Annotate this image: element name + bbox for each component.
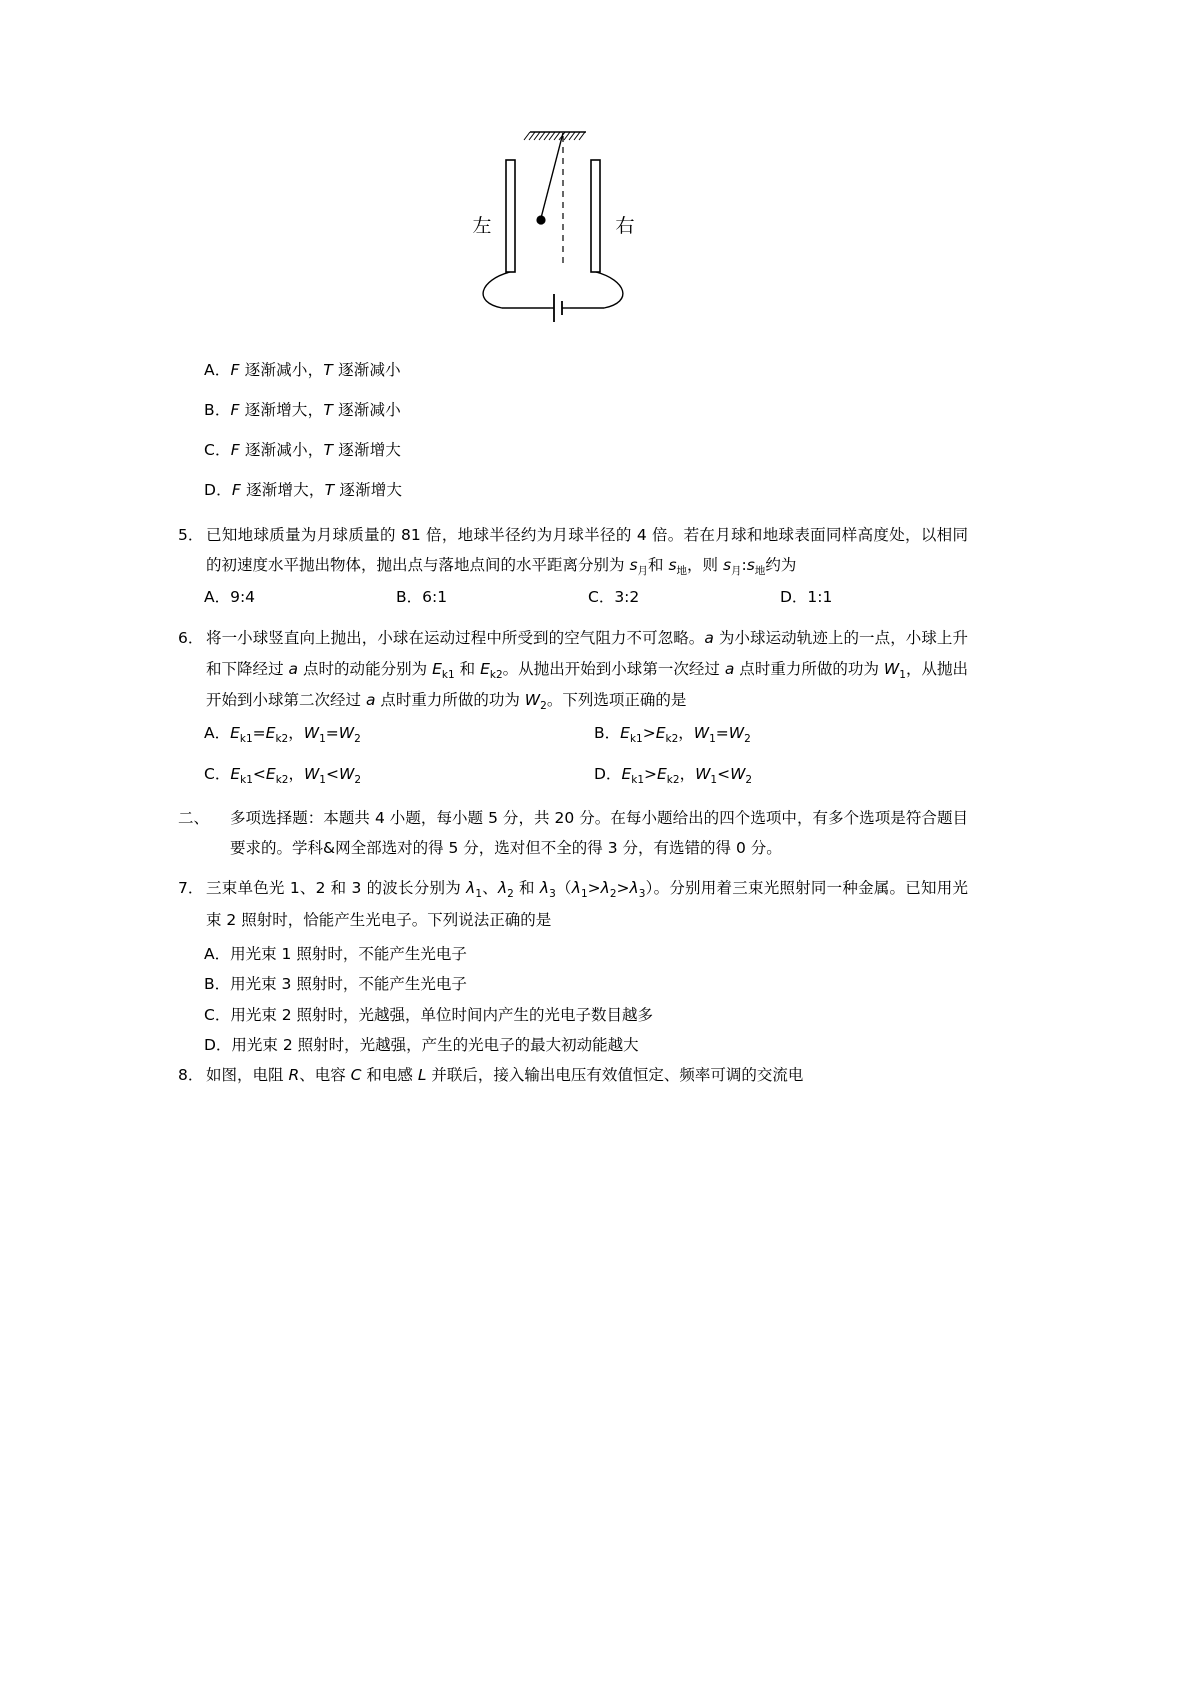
q4-option-b-t2: 逐渐减小 (332, 400, 401, 419)
q4-option-b[interactable] (204, 400, 968, 421)
right-plate (591, 160, 600, 272)
question-5 (178, 520, 968, 582)
q4-option-d-sym1: F (231, 480, 241, 499)
question-8-number: 8． (178, 1066, 204, 1085)
question-5-number: 5． (178, 525, 204, 544)
q5-sub-1: 月 (637, 565, 649, 577)
q4-option-a-tag: A． (204, 361, 231, 379)
q5-sym-s3: s (722, 555, 732, 574)
question-8-text: 如图，电阻 R、电容 C 和电感 L 并联后，接入输出电压有效值恒定、频率可调的交流电 (206, 1066, 804, 1085)
q4-option-d-sym2: T (324, 480, 335, 499)
label-right: 右 (615, 215, 635, 237)
q4-option-c-t2: 逐渐增大 (333, 440, 402, 459)
q5-sub-4: 地 (754, 565, 766, 577)
q5-sym-s1: s (629, 555, 638, 574)
q4-options (178, 360, 968, 501)
q5-choice-c[interactable]: C．3:2 (588, 588, 640, 607)
pendulum-string (541, 133, 563, 218)
q5-text-2: 和 (648, 555, 669, 574)
q5-choice-b[interactable]: B．6:1 (396, 588, 448, 607)
q5-text-3: ，则 (687, 555, 723, 574)
q4-option-c-tag: C． (204, 440, 231, 459)
q4-option-d-tag: D． (204, 480, 232, 499)
q5-choice-a[interactable]: A．9:4 (204, 588, 256, 607)
ceiling-support-icon (524, 132, 586, 140)
q5-text-1: 已知地球质量为月球质量的 81 倍，地球半径约为月球半径的 4 倍。若在月球和地球表面同样高度处，以相同的初速度水平抛出物体，抛出点与落地点间的水平距离分别为 (206, 525, 968, 574)
q4-option-c-sym1: F (230, 440, 240, 459)
question-7-number: 7． (178, 879, 204, 898)
question-6-number: 6． (178, 629, 204, 648)
question-5-text (206, 520, 968, 582)
q4-option-c[interactable] (204, 440, 968, 461)
q4-option-b-sym2: T (323, 400, 333, 419)
question-7-text: 三束单色光 1、2 和 3 的波长分别为 $\lambda_1$、$\lambda_2$ 和 $\lambda_3(\lambda_1>\lambda_2>\lambda_3)$。分别用着三束光照射同一种金属。已知用光束 2 照射时，恰能产生光电子。下列说法正确的是 (206, 879, 968, 929)
q4-option-b-t1: 逐渐增大， (239, 400, 324, 419)
left-wire (483, 272, 550, 308)
pendulum-ball (536, 215, 545, 224)
q6-choice-d[interactable]: D．$E_{k1}>E_{k2}$，$W_1<W_2$ (594, 764, 753, 786)
q7-choice-d[interactable]: D．用光束 2 照射时，光越强，产生的光电子的最大初动能越大 (204, 1035, 639, 1054)
q6-choice-b[interactable]: B．$E_{k1}>E_{k2}$，$W_1=W_2$ (594, 723, 751, 745)
battery-icon (550, 294, 570, 322)
figure-area (178, 120, 968, 360)
right-wire (570, 272, 623, 308)
q5-sub-2: 地 (676, 565, 688, 577)
question-6-text: 将一小球竖直向上抛出，小球在运动过程中所受到的空气阻力不可忽略。a 为小球运动轨迹上的一点，小球上升和下降经过 a 点时的动能分别为 $E_{k1}$ 和 $E_{k2}$。从抛出开始到小球第一次经过 a 点时重力所做的功为 $W_1$，从抛出开始到小球第二次经过 a 点时重力所做的功为 $W_2$。下列选项正确的是 (206, 629, 969, 713)
q5-text-5: 约为 (765, 555, 797, 574)
q4-option-b-tag: B． (204, 400, 231, 419)
q4-option-d-t1: 逐渐增大， (240, 480, 325, 499)
q4-option-d[interactable] (204, 480, 968, 501)
q5-sym-s4: s (746, 555, 755, 574)
section-2-number: 二、 (178, 809, 210, 827)
page-content (178, 0, 968, 1094)
q4-option-a-sym1: F (230, 361, 240, 379)
q4-option-a-sym2: T (323, 361, 333, 379)
q6-choice-c[interactable]: C．$E_{k1}<E_{k2}$，$W_1<W_2$ (204, 764, 361, 786)
q4-option-a-t1: 逐渐减小， (239, 361, 324, 379)
label-left: 左 (472, 215, 492, 237)
parallel-plate-capacitor-pendulum-diagram (458, 120, 688, 350)
q5-choice-d[interactable]: D．1:1 (780, 588, 833, 607)
question-5-choices (204, 585, 968, 607)
q4-option-c-sym2: T (323, 440, 334, 459)
q5-sub-3: 月 (731, 565, 742, 577)
q4-option-a-t2: 逐渐减小 (332, 361, 401, 379)
q4-option-c-t1: 逐渐减小， (239, 440, 324, 459)
q5-sym-s2: s (668, 555, 677, 574)
question-7 (178, 873, 968, 935)
question-6 (178, 623, 968, 716)
q7-choice-b[interactable]: B．用光束 3 照射时，不能产生光电子 (204, 975, 467, 994)
question-8 (178, 1060, 968, 1090)
question-7-choices (178, 939, 968, 1060)
section-2-heading (178, 803, 968, 863)
q4-option-d-t2: 逐渐增大 (334, 480, 403, 499)
q5-text-4: : (741, 555, 747, 574)
section-2-text: 多项选择题：本题共 4 小题，每小题 5 分，共 20 分。在每小题给出的四个选项中，有多个选项是符合题目要求的。学科&网全部选对的得 5 分，选对但不全的得 3 分，有选错的得 0 分。 (230, 809, 968, 858)
left-plate (506, 160, 515, 272)
q6-choice-a[interactable]: A．$E_{k1}=E_{k2}$，$W_1=W_2$ (204, 723, 361, 745)
question-6-choices (204, 721, 968, 786)
q4-option-a[interactable] (204, 360, 968, 381)
q7-choice-a[interactable]: A．用光束 1 照射时，不能产生光电子 (204, 945, 467, 964)
q7-choice-c[interactable]: C．用光束 2 照射时，光越强，单位时间内产生的光电子数目越多 (204, 1005, 654, 1024)
q4-option-b-sym1: F (230, 400, 240, 419)
